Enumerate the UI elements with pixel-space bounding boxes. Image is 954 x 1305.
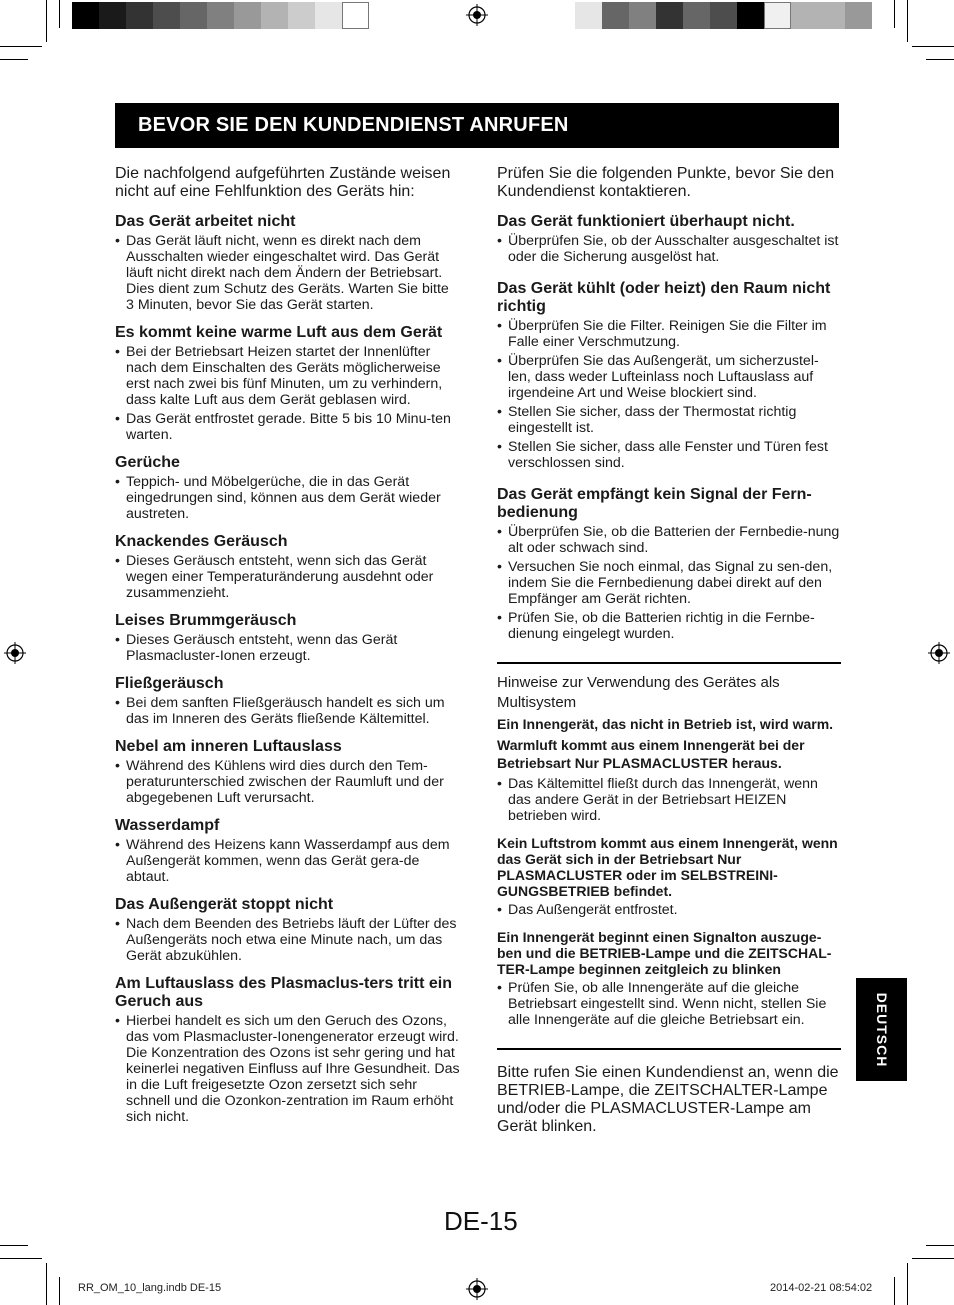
section [497,486,841,642]
crop-mark [912,1258,954,1259]
crop-mark [0,1245,28,1246]
color-swatch [342,2,369,29]
section [115,454,460,522]
bullet-item: • Überprüfen Sie, ob die Batterien der Fernbedie-nung alt oder schwach sind. [497,524,841,556]
left-column [115,165,460,1136]
color-swatch [234,2,261,29]
bullet-item: • Dieses Geräusch entsteht, wenn das Gerät Plasmacluster-Ionen erzeugt. [115,632,460,664]
color-swatch [737,2,764,29]
color-swatch [288,2,315,29]
section [115,738,460,806]
crop-mark [894,1277,895,1305]
page-number: DE-15 [444,1206,518,1236]
section-heading: Das Gerät kühlt (oder heizt) den Raum nicht richtig [497,280,831,315]
section [115,612,460,664]
section [115,324,460,443]
section-heading: Das Gerät funktioniert überhaupt nicht. [497,213,795,230]
crop-mark [0,59,28,60]
color-swatch [629,2,656,29]
bullet-item: • Überprüfen Sie das Außengerät, um sicherzustel-len, dass weder Lufteinlass noch Luftauslass auf irgendeine Art und Weise blockiert sind. [497,353,841,401]
bullet-item: • Bei der Betriebsart Heizen startet der Innenlüfter nach dem Einschalten des Geräts möglicherweise erst nach zwei bis fünf Minuten, um zu verhindern, dass kalte Luft aus dem Gerät geblasen wird. [115,344,460,408]
color-swatch [126,2,153,29]
section-heading: Das Gerät arbeitet nicht [115,213,296,230]
right-column [497,165,841,1136]
language-tab [856,978,907,1081]
right-intro: Prüfen Sie die folgenden Punkte, bevor Sie den Kundendienst kontaktieren. [497,165,835,200]
crop-mark [46,0,47,42]
multisystem-heading: Kein Luftstrom kommt aus einem Innengerät, wenn das Gerät sich in der Betriebsart Nur PLASMACLUSTER oder im SELBSTREINI-GUNGSBETRIEB befindet. [497,835,838,899]
bullet-item: • Bei dem sanften Fließgeräusch handelt es sich um das im Inneren des Geräts fließende Kältemittel. [115,695,460,727]
bullet-item: • Das Kältemittel fließt durch das Innengerät, wenn das andere Gerät in der Betriebsart HEIZEN betrieben wird. [497,776,841,824]
color-swatch [791,2,818,29]
bullet-item: • Nach dem Beenden des Betriebs läuft der Lüfter des Außengeräts noch etwa eine Minute nach, um das Gerät abzukühlen. [115,916,460,964]
color-swatch [656,2,683,29]
section [115,675,460,727]
bullet-item: • Stellen Sie sicher, dass alle Fenster und Türen fest verschlossen sind. [497,439,841,471]
color-swatch [683,2,710,29]
color-swatch [261,2,288,29]
section [115,975,460,1125]
crop-mark [0,46,42,47]
section-heading: Es kommt keine warme Luft aus dem Gerät [115,324,443,341]
section-heading: Wasserdampf [115,817,220,834]
footer-date: 2014-02-21 08:54:02 [770,1282,873,1294]
bullet-item: • Dieses Geräusch entsteht, wenn sich das Gerät wegen einer Temperaturänderung ausdehnt oder zusammenzieht. [115,553,460,601]
color-swatch [153,2,180,29]
crop-mark [0,1258,42,1259]
bullet-item: • Überprüfen Sie, ob der Ausschalter ausgeschaltet ist oder die Sicherung ausgelöst hat. [497,233,841,265]
page-title: BEVOR SIE DEN KUNDENDIENST ANRUFEN [115,103,839,148]
bullet-item: • Teppich- und Möbelgerüche, die in das Gerät eingedrungen sind, können aus dem Gerät wieder austreten. [115,474,460,522]
bullet-item: • Das Gerät entfrostet gerade. Bitte 5 bis 10 Minu-ten warten. [115,411,460,443]
color-swatch [845,2,872,29]
color-swatch [72,2,99,29]
registration-mark-icon [4,642,26,664]
multisystem-section [497,673,841,1028]
divider [497,1048,841,1050]
section [497,280,841,471]
section-heading: Fließgeräusch [115,675,224,692]
section [115,817,460,885]
crop-mark [894,0,895,28]
color-bar-left [72,2,369,29]
section-heading: Leises Brummgeräusch [115,612,297,629]
bullet-item: • Hierbei handelt es sich um den Geruch des Ozons, das vom Plasmacluster-Ionengenerator erzeugt wird. Die Konzentration des Ozons ist sehr gering und hat keinerlei negativen Einfluss auf Ihre Gesundheit. Das in die Luft freigesetzte Ozon zersetzt sich sehr schnell und die Ozonkon-zentration im Raum erhöht sich nicht. [115,1013,460,1125]
crop-mark [59,0,60,28]
color-swatch [602,2,629,29]
color-swatch [575,2,602,29]
section-heading: Knackendes Geräusch [115,533,288,550]
bullet-item: • Während des Kühlens wird dies durch den Tem-peraturunterschied zwischen der Raumluft und der abgegebenen Luft verursacht. [115,758,460,806]
section-heading: Nebel am inneren Luftauslass [115,738,342,755]
color-swatch [180,2,207,29]
crop-mark [912,46,954,47]
section-heading: Gerüche [115,454,180,471]
bullet-item: • Stellen Sie sicher, dass der Thermostat richtig eingestellt ist. [497,404,841,436]
bullet-item: • Prüfen Sie, ob die Batterien richtig in die Fernbe-dienung eingelegt wurden. [497,610,841,642]
crop-mark [907,1263,908,1305]
bullet-item: • Versuchen Sie noch einmal, das Signal zu sen-den, indem Sie die Fernbedienung dabei direkt auf den Empfänger am Gerät richten. [497,559,841,607]
bullet-item: • Das Außengerät entfrostet. [497,902,841,918]
bullet-item: • Prüfen Sie, ob alle Innengeräte auf die gleiche Betriebsart eingestellt sind. Wenn nicht, stellen Sie alle Innengeräte auf die gleiche Betriebsart ein. [497,980,841,1028]
registration-mark-icon [466,1278,488,1300]
color-swatch [710,2,737,29]
crop-mark [907,0,908,42]
language-tab-label: DEUTSCH [873,992,890,1067]
divider [497,662,841,664]
color-swatch [764,2,791,29]
crop-mark [46,1263,47,1305]
section [115,213,460,313]
multisystem-title: Hinweise zur Verwendung des Gerätes als Multisystem [497,674,780,711]
color-swatch [207,2,234,29]
footer-file: RR_OM_10_lang.indb DE-15 [78,1282,222,1294]
section [115,533,460,601]
section [497,213,841,265]
registration-mark-icon [928,642,950,664]
bullet-item: • Das Gerät läuft nicht, wenn es direkt nach dem Ausschalten wieder eingeschaltet wird. Das Gerät läuft nicht direkt nach dem Ändern der Betriebsart. Dies dient zum Schutz des Geräts. Warten Sie bitte 3 Minuten, bevor Sie das Gerät starten. [115,233,460,313]
color-swatch [315,2,342,29]
color-bar-right [575,2,872,29]
crop-mark [926,1245,954,1246]
bullet-item: • Überprüfen Sie die Filter. Reinigen Sie die Filter im Falle einer Verschmutzung. [497,318,841,350]
section [115,896,460,964]
section-heading: Das Gerät empfängt kein Signal der Fern-bedienung [497,486,812,521]
multisystem-heading: Warmluft kommt aus einem Innengerät bei der Betriebsart Nur PLASMACLUSTER heraus. [497,737,805,771]
closing-note: Bitte rufen Sie einen Kundendienst an, wenn die BETRIEB-Lampe, die ZEITSCHALTER-Lampe und/oder die PLASMACLUSTER-Lampe am Gerät blinken. [497,1064,839,1135]
bullet-item: • Während des Heizens kann Wasserdampf aus dem Außengerät kommen, wenn das Gerät gera-de abtaut. [115,837,460,885]
crop-mark [59,1277,60,1305]
section-heading: Am Luftauslass des Plasmaclus-ters tritt ein Geruch aus [115,975,452,1010]
left-intro: Die nachfolgend aufgeführten Zustände weisen nicht auf eine Fehlfunktion des Geräts hin: [115,165,451,200]
section-heading: Das Außengerät stoppt nicht [115,896,334,913]
multisystem-heading: Ein Innengerät beginnt einen Signalton auszuge-ben und die BETRIEB-Lampe und die ZEITSCHAL-TER-Lampe beginnen zeitgleich zu blinken [497,929,832,977]
crop-mark [926,59,954,60]
registration-mark-icon [466,4,488,26]
multisystem-heading: Ein Innengerät, das nicht in Betrieb ist, wird warm. [497,716,834,732]
color-swatch [818,2,845,29]
color-swatch [99,2,126,29]
